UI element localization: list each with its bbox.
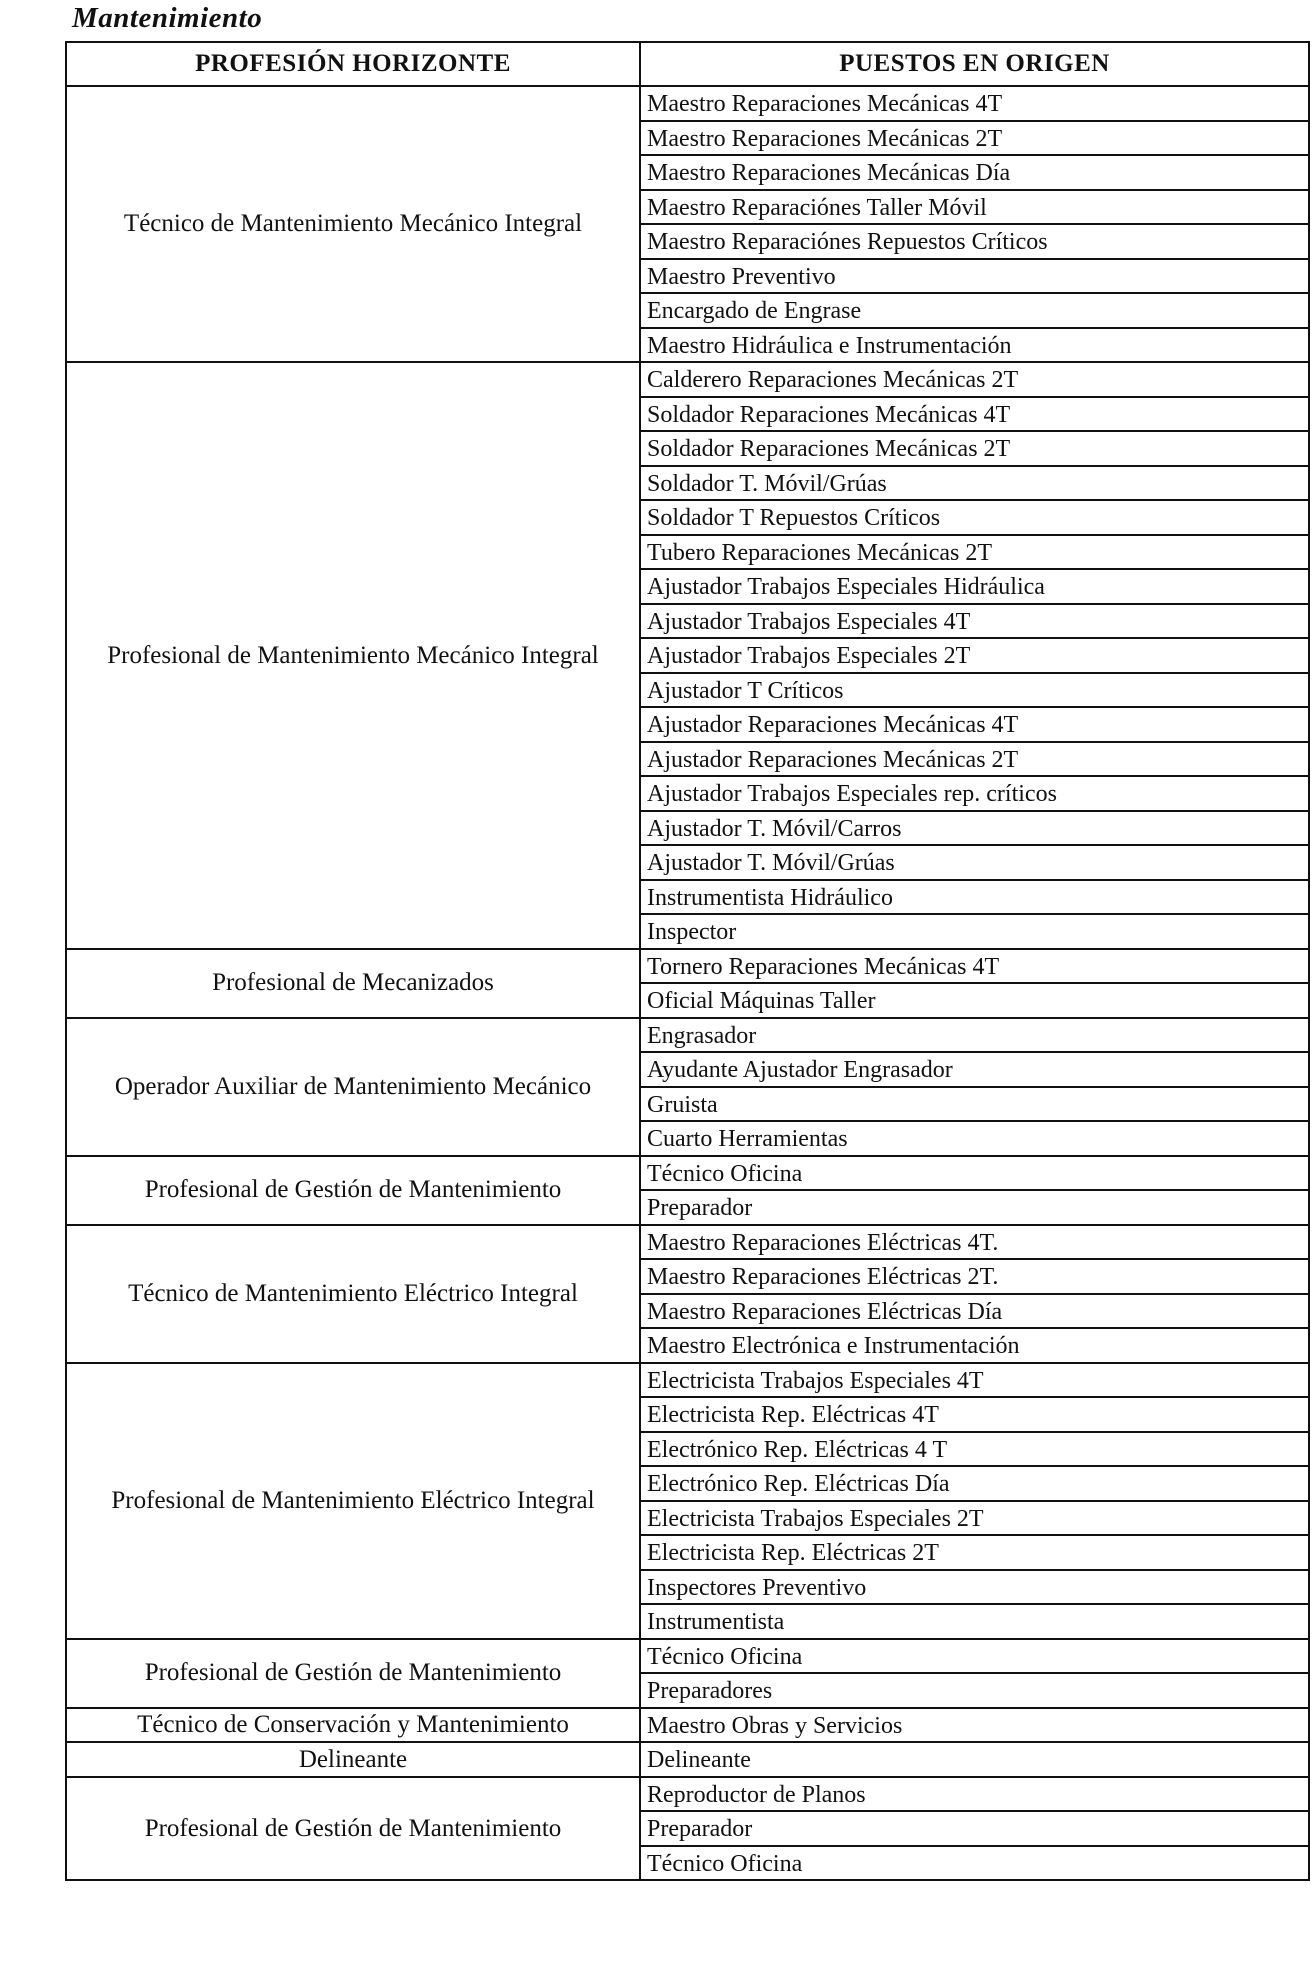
position-label: Electricista Rep. Eléctricas 4T xyxy=(647,1402,939,1429)
position-cell xyxy=(640,259,1309,294)
position-cell xyxy=(640,707,1309,742)
position-cell xyxy=(640,121,1309,156)
position-label: Preparadores xyxy=(647,1678,773,1705)
position-label: Técnico Oficina xyxy=(647,1643,803,1670)
position-label: Ajustador T. Móvil/Grúas xyxy=(647,850,895,877)
position-label: Ajustador Reparaciones Mecánicas 2T xyxy=(647,746,1019,773)
position-cell xyxy=(640,1397,1309,1432)
position-label: Instrumentista Hidráulico xyxy=(647,884,893,911)
position-label: Instrumentista xyxy=(647,1609,785,1636)
position-label: Maestro Obras y Servicios xyxy=(647,1712,903,1739)
profession-cell: Profesional de Mantenimiento Mecánico Integral xyxy=(66,362,640,949)
position-label: Técnico Oficina xyxy=(647,1850,803,1877)
position-cell xyxy=(640,1328,1309,1363)
table-row xyxy=(66,1225,1309,1260)
position-cell xyxy=(640,845,1309,880)
position-label: Inspector xyxy=(647,919,737,946)
position-cell xyxy=(640,638,1309,673)
table-row xyxy=(66,1018,1309,1053)
table-row xyxy=(66,1708,1309,1743)
position-cell xyxy=(640,1087,1309,1122)
position-label: Cuarto Herramientas xyxy=(647,1126,848,1153)
position-label: Soldador T Repuestos Críticos xyxy=(647,505,941,532)
position-label: Maestro Reparaciones Eléctricas Día xyxy=(647,1298,1003,1325)
position-cell xyxy=(640,1501,1309,1536)
profession-cell: Profesional de Gestión de Mantenimiento xyxy=(66,1639,640,1708)
position-cell xyxy=(640,535,1309,570)
table-row xyxy=(66,86,1309,121)
position-label: Ayudante Ajustador Engrasador xyxy=(647,1057,953,1084)
position-label: Ajustador T. Móvil/Carros xyxy=(647,815,902,842)
table-row xyxy=(66,1777,1309,1812)
table-body xyxy=(66,86,1309,1880)
position-cell xyxy=(640,880,1309,915)
position-label: Delineante xyxy=(647,1747,751,1774)
position-cell xyxy=(640,1121,1309,1156)
position-cell xyxy=(640,1673,1309,1708)
position-cell xyxy=(640,224,1309,259)
position-label: Soldador Reparaciones Mecánicas 2T xyxy=(647,436,1011,463)
profession-cell: Profesional de Gestión de Mantenimiento xyxy=(66,1777,640,1881)
position-label: Ajustador Trabajos Especiales rep. críticos xyxy=(647,781,1057,808)
table-header-row xyxy=(66,42,1309,86)
position-label: Maestro Preventivo xyxy=(647,263,836,290)
header-profesion-horizonte: PROFESIÓN HORIZONTE xyxy=(66,42,640,86)
position-label: Gruista xyxy=(647,1091,718,1118)
position-cell xyxy=(640,1742,1309,1777)
position-label: Técnico Oficina xyxy=(647,1160,803,1187)
table-row xyxy=(66,1639,1309,1674)
position-label: Electricista Trabajos Especiales 2T xyxy=(647,1505,984,1532)
profession-cell: Técnico de Conservación y Mantenimiento xyxy=(66,1708,640,1743)
position-label: Maestro Hidráulica e Instrumentación xyxy=(647,332,1012,359)
position-cell xyxy=(640,1639,1309,1674)
position-cell xyxy=(640,1190,1309,1225)
position-cell xyxy=(640,742,1309,777)
position-label: Ajustador Trabajos Especiales Hidráulica xyxy=(647,574,1045,601)
profession-cell: Profesional de Mecanizados xyxy=(66,949,640,1018)
position-cell xyxy=(640,1156,1309,1191)
position-label: Maestro Reparaciones Mecánicas 2T xyxy=(647,125,1003,152)
position-label: Tubero Reparaciones Mecánicas 2T xyxy=(647,539,992,566)
position-cell xyxy=(640,1570,1309,1605)
position-cell xyxy=(640,500,1309,535)
position-label: Maestro Reparaciónes Taller Móvil xyxy=(647,194,987,221)
position-label: Maestro Reparaciones Eléctricas 4T. xyxy=(647,1229,999,1256)
table-row xyxy=(66,1742,1309,1777)
position-label: Ajustador Reparaciones Mecánicas 4T xyxy=(647,712,1019,739)
position-label: Electrónico Rep. Eléctricas Día xyxy=(647,1471,950,1498)
profession-mapping-table xyxy=(65,41,1310,1881)
table-row xyxy=(66,1156,1309,1191)
position-cell xyxy=(640,328,1309,363)
table-row xyxy=(66,362,1309,397)
position-label: Electricista Rep. Eléctricas 2T xyxy=(647,1540,939,1567)
position-cell xyxy=(640,1846,1309,1881)
table-row xyxy=(66,949,1309,984)
position-label: Electricista Trabajos Especiales 4T xyxy=(647,1367,984,1394)
profession-cell: Profesional de Gestión de Mantenimiento xyxy=(66,1156,640,1225)
position-label: Engrasador xyxy=(647,1022,757,1049)
position-label: Calderero Reparaciones Mecánicas 2T xyxy=(647,367,1019,394)
profession-cell: Técnico de Mantenimiento Eléctrico Integral xyxy=(66,1225,640,1363)
position-cell xyxy=(640,190,1309,225)
profession-cell: Técnico de Mantenimiento Mecánico Integral xyxy=(66,86,640,362)
position-cell xyxy=(640,293,1309,328)
position-label: Inspectores Preventivo xyxy=(647,1574,867,1601)
position-cell xyxy=(640,983,1309,1018)
table-row xyxy=(66,1363,1309,1398)
position-cell xyxy=(640,1777,1309,1812)
position-label: Maestro Reparaciónes Repuestos Críticos xyxy=(647,229,1048,256)
position-label: Maestro Reparaciones Mecánicas Día xyxy=(647,160,1011,187)
position-label: Preparador xyxy=(647,1816,753,1843)
position-label: Preparador xyxy=(647,1195,753,1222)
position-label: Electrónico Rep. Eléctricas 4 T xyxy=(647,1436,948,1463)
position-label: Maestro Electrónica e Instrumentación xyxy=(647,1333,1020,1360)
position-cell xyxy=(640,811,1309,846)
position-cell xyxy=(640,397,1309,432)
position-label: Tornero Reparaciones Mecánicas 4T xyxy=(647,953,1000,980)
profession-cell: Delineante xyxy=(66,1742,640,1777)
position-label: Ajustador Trabajos Especiales 2T xyxy=(647,643,971,670)
position-label: Encargado de Engrase xyxy=(647,298,862,325)
position-label: Ajustador T Críticos xyxy=(647,677,844,704)
profession-cell: Operador Auxiliar de Mantenimiento Mecánico xyxy=(66,1018,640,1156)
document-title: Mantenimiento xyxy=(72,2,263,34)
position-label: Soldador T. Móvil/Grúas xyxy=(647,470,887,497)
position-cell xyxy=(640,1018,1309,1053)
position-cell xyxy=(640,1432,1309,1467)
position-cell xyxy=(640,1294,1309,1329)
position-cell xyxy=(640,1708,1309,1743)
header-puestos-en-origen: PUESTOS EN ORIGEN xyxy=(640,42,1309,86)
position-label: Maestro Reparaciones Mecánicas 4T xyxy=(647,91,1003,118)
position-cell xyxy=(640,1363,1309,1398)
position-cell xyxy=(640,1604,1309,1639)
position-label: Oficial Máquinas Taller xyxy=(647,988,876,1015)
position-cell xyxy=(640,1052,1309,1087)
position-cell xyxy=(640,155,1309,190)
position-cell xyxy=(640,362,1309,397)
position-cell xyxy=(640,1535,1309,1570)
profession-cell: Profesional de Mantenimiento Eléctrico Integral xyxy=(66,1363,640,1639)
position-label: Reproductor de Planos xyxy=(647,1781,866,1808)
position-label: Ajustador Trabajos Especiales 4T xyxy=(647,608,971,635)
position-cell xyxy=(640,431,1309,466)
position-cell xyxy=(640,1225,1309,1260)
position-cell xyxy=(640,569,1309,604)
position-cell xyxy=(640,776,1309,811)
position-label: Maestro Reparaciones Eléctricas 2T. xyxy=(647,1264,999,1291)
position-cell xyxy=(640,673,1309,708)
position-cell xyxy=(640,1259,1309,1294)
position-label: Soldador Reparaciones Mecánicas 4T xyxy=(647,401,1011,428)
position-cell xyxy=(640,949,1309,984)
position-cell xyxy=(640,86,1309,121)
position-cell xyxy=(640,914,1309,949)
position-cell xyxy=(640,1466,1309,1501)
position-cell xyxy=(640,604,1309,639)
position-cell xyxy=(640,1811,1309,1846)
position-cell xyxy=(640,466,1309,501)
